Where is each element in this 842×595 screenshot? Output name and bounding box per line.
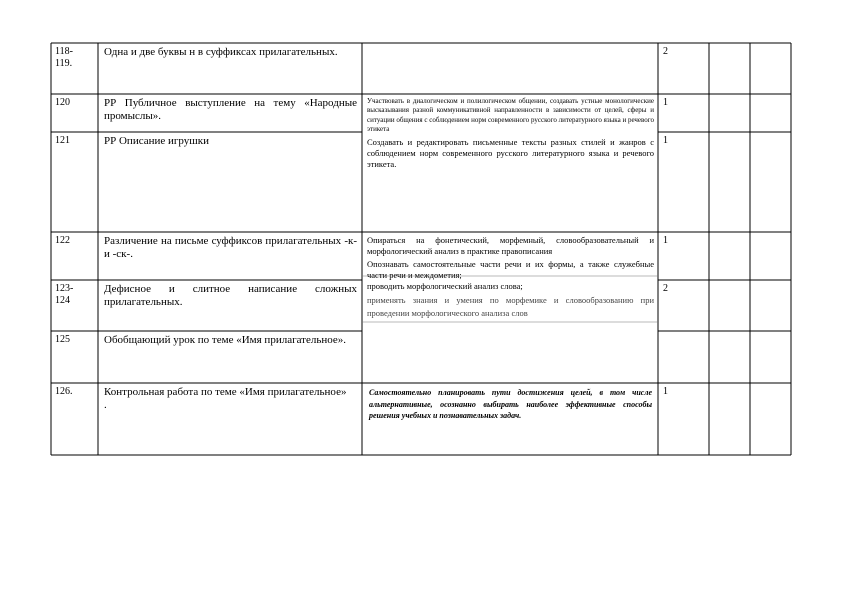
lesson-topic: РР Описание игрушки [104,135,209,147]
lesson-number: 121 [55,135,70,146]
activity-morphology-block [363,234,658,383]
lesson-topic: РР Публичное выступление на тему «Народные промыслы». [104,97,357,123]
lesson-hours: 2 [663,46,668,57]
lesson-number: 120 [55,97,70,108]
lesson-hours: 1 [663,235,668,246]
lesson-number: 118- 119. [55,46,73,69]
lesson-number: 123- 124 [55,283,74,306]
activity-text: Опираться на фонетический, морфемный, словообразовательный и морфологический анализ в практике правописания [367,235,654,257]
lesson-topic-cell [99,384,362,455]
activity-speech-block [363,96,658,232]
lesson-hours: 1 [663,97,668,108]
activity-text: Опознавать самостоятельные части речи и их формы, а также служебные части речи и междометия; [367,259,654,281]
activity-text: применять знания и умения по морфемике и словообразованию при проведении морфологического анализа слов [367,295,654,318]
lesson-number: 126. [55,386,73,397]
lesson-topic: Контрольная работа по теме «Имя прилагательное» [104,386,347,398]
lesson-hours: 1 [663,386,668,397]
lesson-topic-extra: . [104,399,107,412]
lesson-topic: Обобщающий урок по теме «Имя прилагательное». [104,334,347,346]
lesson-number: 125 [55,334,70,345]
activity-text: Создавать и редактировать письменные тексты разных стилей и жанров с соблюдением норм современного русского литературного языка и речевого этикета. [367,136,654,169]
activity-text: проводить морфологический анализ слова; [367,281,523,292]
lesson-number: 122 [55,235,70,246]
lesson-hours: 1 [663,135,668,146]
lesson-topic: Дефисное и слитное написание сложных прилагательных. [104,283,357,309]
activity-control: Самостоятельно планировать пути достижения целей, в том числе альтернативные, осознанно выбирать наиболее эффективные способы решения учебных и познавательных задач. [369,388,652,421]
lesson-topic: Различение на письме суффиксов прилагательных -к- и -ск-. [104,235,357,261]
lesson-hours: 2 [663,283,668,294]
activity-text: Участвовать в диалогическом и полилогическом общении, создавать устные монологические высказывания разной коммуникативной направленности в зависимости от целей, сферы и ситуации общения с соблюдением норм современного русского литературного языка и речевого этикета [367,97,654,134]
lesson-topic: Одна и две буквы н в суффиксах прилагательных. [104,46,338,58]
